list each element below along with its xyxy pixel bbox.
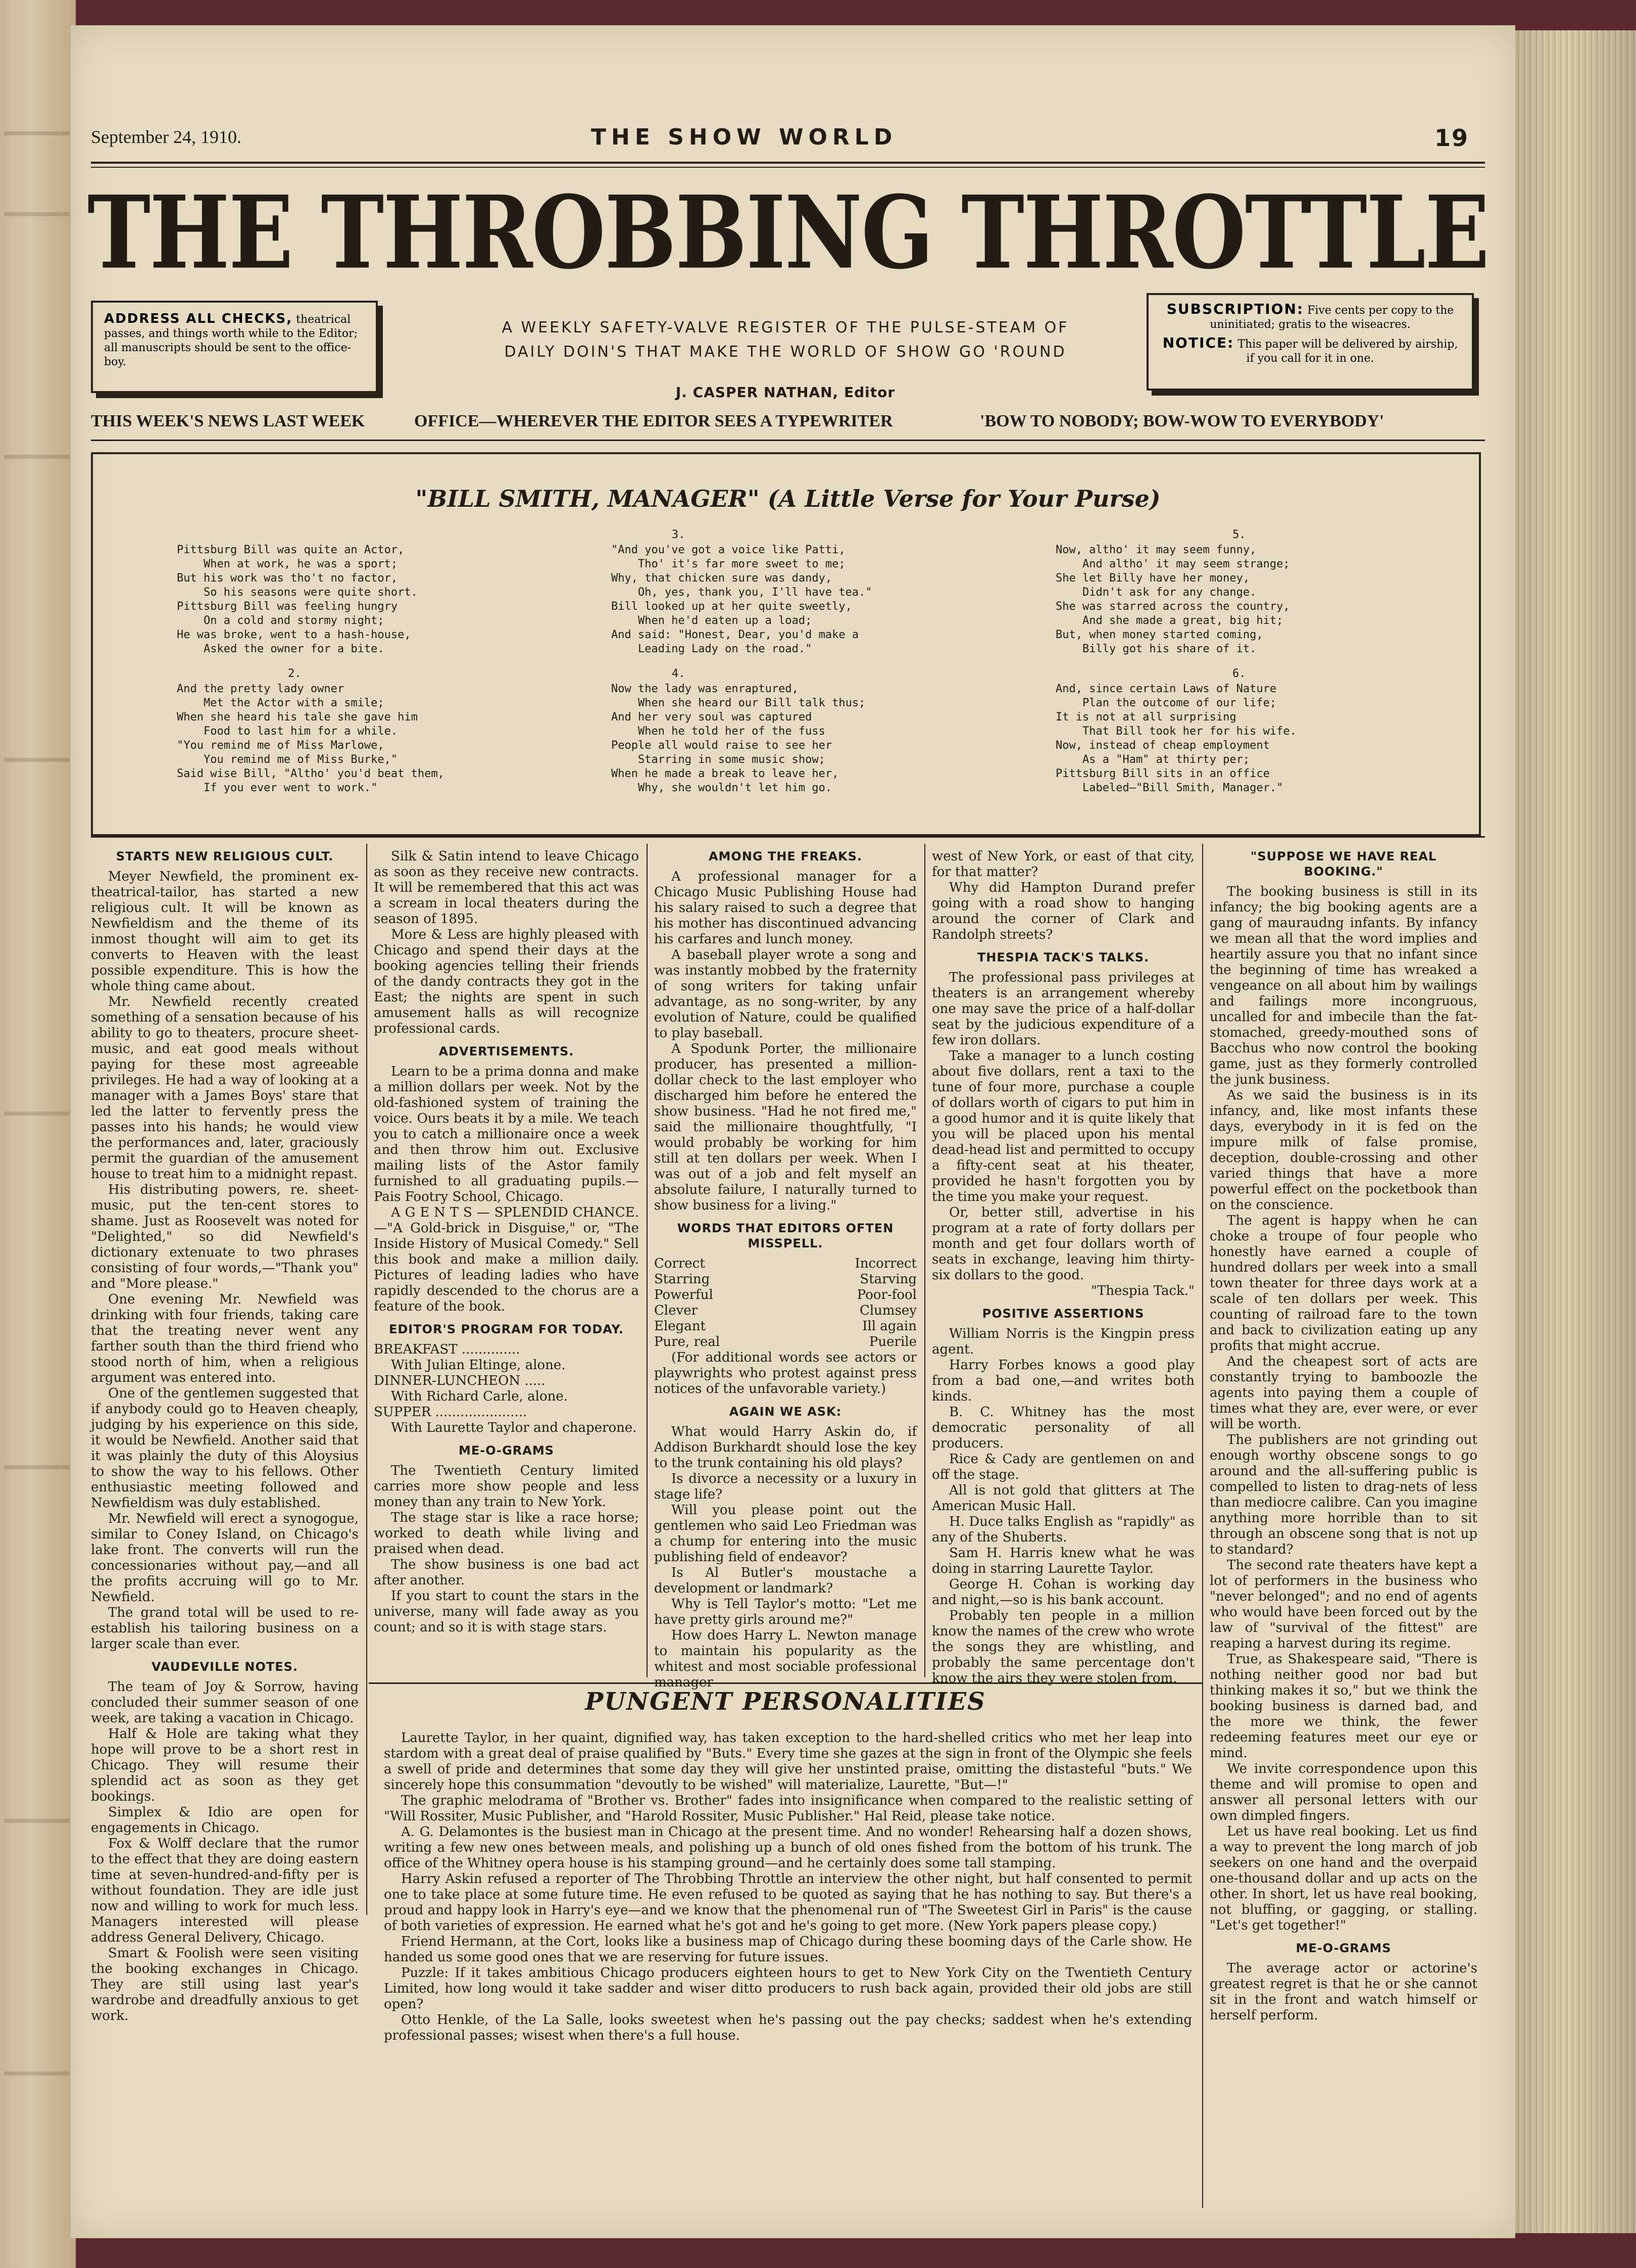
paragraph: Mr. Newfield will erect a synogogue, similar to Coney Island, on Chicago's lake front. The converts will run the concessionaries without pay,—and all the profits accruing will go to Mr. Newfield. bbox=[91, 1511, 359, 1605]
paragraph: Why did Hampton Durand prefer going with a road show to hanging around the corner of Clark and Randolph streets? bbox=[932, 880, 1195, 942]
paragraph: Puzzle: If it takes ambitious Chicago producers eighteen hours to get to New York City on the Twentieth Century Limited, how long would it take sadder and wiser ditto producers to rush back again, provided their old jobs are still open? bbox=[384, 1965, 1192, 2012]
table-cell: Elegant bbox=[654, 1319, 706, 1334]
column-5 bbox=[1210, 849, 1477, 2023]
paragraph: As we said the business is in its infancy, and, like most infants these days, everybody in it is fed on the impure milk of false promise, deception, double-crossing and other varied things that have a more powerful effect on the pocketbook than on the conscience. bbox=[1210, 1088, 1477, 1213]
program-item: DINNER-LUNCHEON ..... bbox=[374, 1373, 546, 1388]
program-item: BREAKFAST .............. bbox=[374, 1342, 520, 1357]
paragraph: Simplex & Idio are open for engagements in Chicago. bbox=[91, 1805, 359, 1836]
table-cell: Clever bbox=[654, 1303, 698, 1318]
paragraph: A. G. Delamontes is the busiest man in Chicago at the present time. And no wonder! Rehearsing half a dozen shows, writing a few new ones between meals, and polishing up a bunch of old ones fished from the bottom of his trunk. The office of the Whitney opera house is his stamping ground—and he certainly does some tall stamping. bbox=[384, 1824, 1192, 1871]
table-row bbox=[654, 1256, 917, 1272]
paragraph: Otto Henkle, of the La Salle, looks sweetest when he's passing out the pay checks; saddest when he's extending professional passes; wisest when there's a full house. bbox=[384, 2012, 1192, 2043]
column-rule bbox=[1202, 844, 1203, 2208]
heading-me-o-grams-2: ME-O-GRAMS bbox=[1296, 1941, 1392, 1955]
paragraph: One of the gentlemen suggested that if anybody could go to Heaven cheaply, judging by his experience on this side, it would be Newfield. Another said that it was plainly the duty of this Aloysius to show the way to his fellows. Other enthusiastic meeting followed and Newfieldism was duly established. bbox=[91, 1386, 359, 1511]
paragraph: A baseball player wrote a song and was instantly mobbed by the fraternity of song writers for taking unfair advantage, as no song-writer, by any evolution of Nature, could be qualified to play baseball. bbox=[654, 947, 917, 1041]
paragraph: The graphic melodrama of "Brother vs. Brother" fades into insignificance when compared to the realistic setting of "Will Rossiter, Music Publisher, and "Harold Rossiter, Music Publisher." Hal Reid, please take notice. bbox=[384, 1793, 1192, 1824]
table-row bbox=[654, 1272, 917, 1287]
paragraph: Laurette Taylor, in her quaint, dignified way, has taken exception to the hard-shelled critics who met her leap into stardom with a great deal of praise qualified by "Buts." Every time she gazes at the sign in front of the Olympic she feels a swell of pride and determines that some day they will give her unstinted praise, omitting the distasteful "buts." We sincerely hope this consummation "devoutly to be wished" will materialize, Laurette, "But—!" bbox=[384, 1730, 1192, 1793]
column-rule bbox=[924, 844, 925, 1677]
column-rule bbox=[366, 844, 367, 1915]
paragraph: The Twentieth Century limited carries more show people and less money than any train to New York. bbox=[374, 1463, 639, 1510]
heading-words-misspell: WORDS THAT EDITORS OFTEN MISSPELL. bbox=[677, 1221, 894, 1250]
heading-me-o-grams: ME-O-GRAMS bbox=[459, 1443, 554, 1458]
table-cell: Puerile bbox=[869, 1334, 917, 1349]
paragraph: We invite correspondence upon this theme and will promise to open and answer all personal letters with our own dimpled fingers. bbox=[1210, 1761, 1477, 1823]
paragraph: Learn to be a prima donna and make a million dollars per week. Not by the old-fashioned system of training the voice. Ours beats it by a mile. We teach you to catch a millionaire once a week and then throw him out. Exclusive mailing lists of the Astor family furnished to all graduating pupils.— Pais Footry School, Chicago. bbox=[374, 1064, 639, 1204]
table-cell: Starving bbox=[860, 1272, 917, 1287]
paragraph: Is Al Butler's moustache a development or landmark? bbox=[654, 1565, 917, 1596]
paragraph: H. Duce talks English as "rapidly" as any of the Shuberts. bbox=[932, 1514, 1195, 1545]
column-rule bbox=[647, 844, 648, 1677]
poem-stanza-5: Now, altho' it may seem funny, And altho' it may seem strange; She let Billy have her money, Didn't ask for any change. She was starred across the country, And she made a great, big hit; But, when money started coming, Billy got his share of it. bbox=[1056, 544, 1290, 655]
table-cell: Starring bbox=[654, 1272, 710, 1287]
paragraph: Harry Askin refused a reporter of The Throbbing Throttle an interview the other night, but half consented to permit one to take place at some future time. He even refused to be quoted as saying that he has nothing to say. But there's a proud and happy look in Harry's eye—and we know that the phenomenal run of "The Sweetest Girl in Paris" is the cause of both varieties of expression. He earned what he's got and he's going to get more. (New York papers please copy.) bbox=[384, 1871, 1192, 1934]
program-detail: With Julian Eltinge, alone. bbox=[391, 1358, 566, 1373]
table-row bbox=[654, 1303, 917, 1319]
paragraph: Silk & Satin intend to leave Chicago as soon as they receive new contracts. It will be remembered that this act was a scream in local theaters during the season of 1895. bbox=[374, 849, 639, 927]
table-cell: Pure, real bbox=[654, 1334, 720, 1349]
column-4 bbox=[932, 849, 1195, 1686]
issue-date: September 24, 1910. bbox=[91, 127, 241, 147]
table-row bbox=[654, 1319, 917, 1334]
paragraph: Friend Hermann, at the Cort, looks like a business map of Chicago during these booming days of the Carle show. He handed us some good ones that we are reserving for future issues. bbox=[384, 1934, 1192, 1965]
paragraph: His distributing powers, re. sheet-music, put the ten-cent stores to shame. Just as Roosevelt was noted for "Delighted," so did Newfield's dictionary extenuate to two phrases consisting of four words,—"Thank you" and "More please." bbox=[91, 1182, 359, 1291]
heading-advertisements: ADVERTISEMENTS. bbox=[438, 1044, 574, 1058]
poem-stanza-num-2: 2. bbox=[288, 667, 302, 680]
poem-stanza-num-3: 3. bbox=[672, 528, 685, 541]
paragraph: And the cheapest sort of acts are constantly trying to bamboozle the agents into paying them a couple of times what they are, ever were, or ever will be worth. bbox=[1210, 1354, 1477, 1432]
table-cell: Incorrect bbox=[855, 1256, 917, 1271]
table-row bbox=[654, 1287, 917, 1303]
poem-stanza-num-4: 4. bbox=[672, 667, 685, 680]
paragraph: Smart & Foolish were seen visiting the booking exchanges in Chicago. They are still using last year's wardrobe and dreadfully anxious to get work. bbox=[91, 1946, 359, 2023]
paragraph: The average actor or actorine's greatest regret is that he or she cannot sit in the front and watch himself or herself perform. bbox=[1210, 1961, 1477, 2023]
paragraph: One evening Mr. Newfield was drinking with four friends, taking care that the treating never went any farther south than the third friend who stood north of him, when a religious argument was entered into. bbox=[91, 1292, 359, 1385]
paragraph: George H. Cohan is working day and night,—so is his bank account. bbox=[932, 1577, 1195, 1608]
paragraph: More & Less are highly pleased with Chicago and spend their days at the booking agencies telling their friends of the dandy contracts they got in the East; the nights are spent in such amusement halls as will recognize professional cards. bbox=[374, 927, 639, 1036]
column-3 bbox=[654, 849, 917, 1691]
table-cell: Powerful bbox=[654, 1287, 713, 1302]
tagline bbox=[399, 316, 1172, 364]
heading-thespia-tack: THESPIA TACK'S TALKS. bbox=[977, 950, 1150, 964]
paragraph: Let us have real booking. Let us find a way to prevent the long march of job seekers on one hand and the overpaid one-thousand dollar and up acts on the other. In short, let us have real booking, not bluffing, or gagging, or stalling. "Let's get together!" bbox=[1210, 1824, 1477, 1933]
banner-rule bbox=[91, 440, 1485, 441]
paragraph: William Norris is the Kingpin press agent. bbox=[932, 1326, 1195, 1357]
paragraph: What would Harry Askin do, if Addison Burkhardt should lose the key to the trunk containing his old plays? bbox=[654, 1424, 917, 1471]
paragraph: Take a manager to a lunch costing about five dollars, rent a taxi to the tune of four more, purchase a couple of dollars worth of cigars to put him in a good humor and it is quite likely that you will be placed upon his mental dead-head list and permitted to occupy a fifty-cent seat at his theater, provided he hasn't forgotten you by the time you make your request. bbox=[932, 1048, 1195, 1204]
poem-stanza-6: And, since certain Laws of Nature Plan the outcome of our life; It is not at all surprising That Bill took her for his wife. Now, instead of cheap employment As a "Ham" at thirty per; Pittsburg Bill sits in an office Labeled—"Bill Smith, Manager." bbox=[1056, 683, 1297, 794]
tagline-line-2: DAILY DOIN'S THAT MAKE THE WORLD OF SHOW GO 'ROUND bbox=[504, 343, 1067, 361]
poem-stanza-num-6: 6. bbox=[1232, 667, 1246, 680]
paragraph: The booking business is still in its infancy; the big booking agents are a gang of mauraudng infants. By infancy we mean all that the word implies and heartily assure you that no infant since the beginning of time has wreaked a vengeance on all about him by wailings and failings more incongruous, uncalled for and imbecile than the fat-stomached, greedy-mouthed sons of Bacchus who now control the booking game, just as they formerly controlled the junk business. bbox=[1210, 884, 1477, 1087]
signature: "Thespia Tack." bbox=[1091, 1283, 1195, 1298]
table-row bbox=[654, 1334, 917, 1350]
table-cell: Clumsey bbox=[859, 1303, 917, 1318]
masthead-title: THE THROBBING THROTTLE bbox=[87, 173, 1489, 292]
poem-stanza-1: Pittsburg Bill was quite an Actor, When at work, he was a sport; But his work was tho't no factor, So his seasons were quite short. Pittsburg Bill was feeling hungry On a cold and stormy night; He was broke, went to a hash-house, Asked the owner for a bite. bbox=[177, 544, 418, 655]
paragraph: Rice & Cady are gentlemen on and off the stage. bbox=[932, 1452, 1195, 1482]
pungent-title: PUNGENT PERSONALITIES bbox=[585, 1687, 986, 1716]
notice-lead: NOTICE: bbox=[1162, 334, 1234, 351]
header-rule-thin bbox=[91, 167, 1485, 168]
paper-name: THE SHOW WORLD bbox=[591, 124, 898, 150]
paragraph: The second rate theaters have kept a lot of performers in the business who "never belonged"; and no end of agents who would have been forced out by the law of "survival of the fittest" are reaping a harvest during its regime. bbox=[1210, 1558, 1477, 1651]
heading-again-we-ask: AGAIN WE ASK: bbox=[729, 1405, 842, 1419]
subscription-box bbox=[1147, 293, 1474, 391]
paragraph: Half & Hole are taking what they hope will prove to be a short rest in Chicago. They will resume their splendid act as soon as they get bookings. bbox=[91, 1726, 359, 1804]
editor-credit: J. CASPER NATHAN, Editor bbox=[675, 384, 896, 401]
page-stack-edge bbox=[1515, 30, 1636, 2233]
paragraph: Will you please point out the gentlemen who said Leo Friedman was a chump for entering into the music publishing field of endeavor? bbox=[654, 1503, 917, 1565]
paragraph: Fox & Wolff declare that the rumor to the effect that they are doing eastern time at seven-hundred-and-fifty per is without foundation. They are idle just now and willing to work for much less. Managers interested will please address General Delivery, Chicago. bbox=[91, 1836, 359, 1945]
column-2 bbox=[374, 849, 639, 1635]
paragraph: The team of Joy & Sorrow, having concluded their summer season of one week, are taking a vacation in Chicago. bbox=[91, 1679, 359, 1726]
paragraph: The stage star is like a race horse; worked to death while living and praised when dead. bbox=[374, 1510, 639, 1557]
paragraph: All is not gold that glitters at The American Music Hall. bbox=[932, 1483, 1195, 1514]
paragraph: The grand total will be used to re-establish his tailoring business on a larger scale than ever. bbox=[91, 1605, 359, 1652]
header-rule bbox=[91, 162, 1485, 164]
poem-stanza-4: Now the lady was enraptured, When she heard our Bill talk thus; And her very soul was captured When he told her of the fuss People all would raise to see her Starring in some music show; When he made a break to leave her, Why, she wouldn't let him go. bbox=[611, 683, 866, 794]
paragraph: Probably ten people in a million know the names of the crew who wrote the songs they are whistling, and probably the same percentage don't know the airs they were stolen from. bbox=[932, 1608, 1195, 1686]
newspaper-page bbox=[71, 25, 1515, 2238]
paragraph: If you start to count the stars in the universe, many will fade away as you count; and so it is with stage stars. bbox=[374, 1588, 639, 1635]
left-page-margin bbox=[0, 0, 76, 2268]
address-lead: ADDRESS ALL CHECKS, bbox=[104, 311, 293, 326]
heading-editors-program: EDITOR'S PROGRAM FOR TODAY. bbox=[388, 1322, 624, 1336]
paragraph: The show business is one bad act after another. bbox=[374, 1557, 639, 1588]
subscription-lead: SUBSCRIPTION: bbox=[1166, 301, 1304, 317]
paragraph: True, as Shakespeare said, "There is nothing neither good nor bad but thinking makes it so," but we think the booking business is darned bad, and the more we think, the fewer redeeming features meet our eye or mind. bbox=[1210, 1652, 1477, 1761]
heading-vaudeville-notes: VAUDEVILLE NOTES. bbox=[151, 1660, 299, 1674]
heading-religious-cult: STARTS NEW RELIGIOUS CULT. bbox=[116, 849, 334, 863]
paragraph: Mr. Newfield recently created something of a sensation because of his ability to go to theaters, procure sheet-music, and eat good meals without paying for these most agreeable privileges. He had a way of looking at a manager with a James Boys' stare that led the latter to fervently press the passes into his hands; he would view the performances and, later, graciously permit the guardian of the amusement house to treat him to a midnight repast. bbox=[91, 994, 359, 1182]
heading-real-booking: "SUPPOSE WE HAVE REAL BOOKING." bbox=[1250, 849, 1437, 879]
paragraph: Sam H. Harris knew what he was doing in starring Laurette Taylor. bbox=[932, 1546, 1195, 1576]
banner-right: 'BOW TO NOBODY; BOW-WOW TO EVERYBODY' bbox=[980, 412, 1384, 430]
page-number: 19 bbox=[1434, 124, 1469, 152]
paragraph: Meyer Newfield, the prominent ex-theatrical-tailor, has started a new religious cult. It will be known as Newfieldism and the theme of its inmost thought will aim to get its converts to Heaven with the least possible expenditure. This is how the whole thing came about. bbox=[91, 869, 359, 994]
paragraph: Why is Tell Taylor's motto: "Let me have pretty girls around me?" bbox=[654, 1597, 917, 1627]
program-item: SUPPER ...................... bbox=[374, 1405, 527, 1420]
poem-stanza-3: "And you've got a voice like Patti, Tho' it's far more sweet to me; Why, that chicken sure was dandy, Oh, yes, thank you, I'll have tea." Bill looked up at her quite sweetly, When he'd eaten up a load; And said: "Honest, Dear, you'd make a Leading Lady on the road." bbox=[611, 544, 872, 655]
poem-stanza-num-5: 5. bbox=[1232, 528, 1246, 541]
address-box bbox=[91, 301, 378, 393]
paragraph: B. C. Whitney has the most democratic personality of all producers. bbox=[932, 1405, 1195, 1451]
heading-positive-assertions: POSITIVE ASSERTIONS bbox=[982, 1307, 1145, 1321]
table-cell: Poor-fool bbox=[857, 1287, 917, 1302]
paragraph: Is divorce a necessity or a luxury in stage life? bbox=[654, 1471, 917, 1502]
misspell-table bbox=[654, 1256, 917, 1350]
paragraph: Harry Forbes knows a good play from a bad one,—and writes both kinds. bbox=[932, 1358, 1195, 1404]
heading-among-the-freaks: AMONG THE FREAKS. bbox=[708, 849, 863, 863]
pungent-body bbox=[384, 1730, 1192, 2044]
table-cell: Correct bbox=[654, 1256, 705, 1271]
paragraph: The professional pass privileges at theaters is an arrangement whereby one may save the price of a half-dollar seat by the judicious expenditure of a few iron dollars. bbox=[932, 970, 1195, 1048]
paragraph: The publishers are not grinding out enough worthy obscene songs to go around and the all-suffering public is compelled to listen to drag-nets of less than mediocre calibre. Can you imagine anything more horrible than to sit through an obscene song that is not up to standard? bbox=[1210, 1432, 1477, 1557]
address-text: theatrical passes, and things worth while to the Editor; all manuscripts should be sent to the office-boy. bbox=[104, 313, 358, 368]
poem-title: "BILL SMITH, MANAGER" (A Little Verse for Your Purse) bbox=[415, 485, 1161, 512]
paragraph: west of New York, or east of that city, for that matter? bbox=[932, 849, 1195, 880]
paragraph: Or, better still, advertise in his program at a rate of forty dollars per month and get four dollars worth of seats in exchange, leaving him thirty-six dollars to the good. bbox=[932, 1205, 1195, 1283]
program-detail: With Richard Carle, alone. bbox=[391, 1389, 568, 1404]
program-detail: With Laurette Taylor and chaperone. bbox=[391, 1420, 637, 1435]
notice-text: This paper will be delivered by airship, if you call for it in one. bbox=[1237, 338, 1458, 365]
paragraph: A Spodunk Porter, the millionaire producer, has presented a million-dollar check to the last employer who discharged him before he entered the show business. "Had he not fired me," said the millionaire thoughtfully, "I would probably be working for him still at ten dollars per week. When I was out of a job and felt myself an absolute failure, I naturally turned to show business for a living." bbox=[654, 1041, 917, 1213]
table-cell: Ill again bbox=[862, 1319, 917, 1334]
banner-center: OFFICE—WHEREVER THE EDITOR SEES A TYPEWRITER bbox=[414, 412, 893, 430]
paragraph: A G E N T S — SPLENDID CHANCE.—"A Gold-brick in Disguise," or, "The Inside History of Musical Comedy." Sell this book and make a million daily. Pictures of leading ladies who have rapidly descended to the chorus are a feature of the book. bbox=[374, 1205, 639, 1314]
paragraph: The agent is happy when he can choke a troupe of four people who honestly have earned a couple of hundred dollars per week into a small town theater for three days work at a scale of ten dollars per week. This counting of railroad fare to the town and back to civilization eating up any profits that might accrue. bbox=[1210, 1213, 1477, 1354]
poem-rule bbox=[91, 836, 1485, 838]
paragraph: How does Harry L. Newton manage to maintain his popularity as the whitest and most sociable professional manager bbox=[654, 1628, 917, 1690]
poem-stanza-2: And the pretty lady owner Met the Actor with a smile; When she heard his tale she gave him Food to last him for a while. "You remind me of Miss Marlowe, You remind me of Miss Burke," Said wise Bill, "Altho' you'd beat them, If you ever went to work." bbox=[177, 683, 444, 794]
tagline-line-1: A WEEKLY SAFETY-VALVE REGISTER OF THE PULSE-STEAM OF bbox=[502, 319, 1069, 336]
column-1 bbox=[91, 849, 359, 2024]
banner-left: THIS WEEK'S NEWS LAST WEEK bbox=[91, 412, 365, 430]
subscription-text: Five cents per copy to the uninitiated; gratis to the wiseacres. bbox=[1210, 304, 1454, 331]
paragraph: (For additional words see actors or playwrights who protest against press notices of the unfavorable variety.) bbox=[654, 1350, 917, 1396]
paragraph: A professional manager for a Chicago Music Publishing House had his salary raised to such a degree that his mother has discontinued advancing his carfares and lunch money. bbox=[654, 869, 917, 947]
